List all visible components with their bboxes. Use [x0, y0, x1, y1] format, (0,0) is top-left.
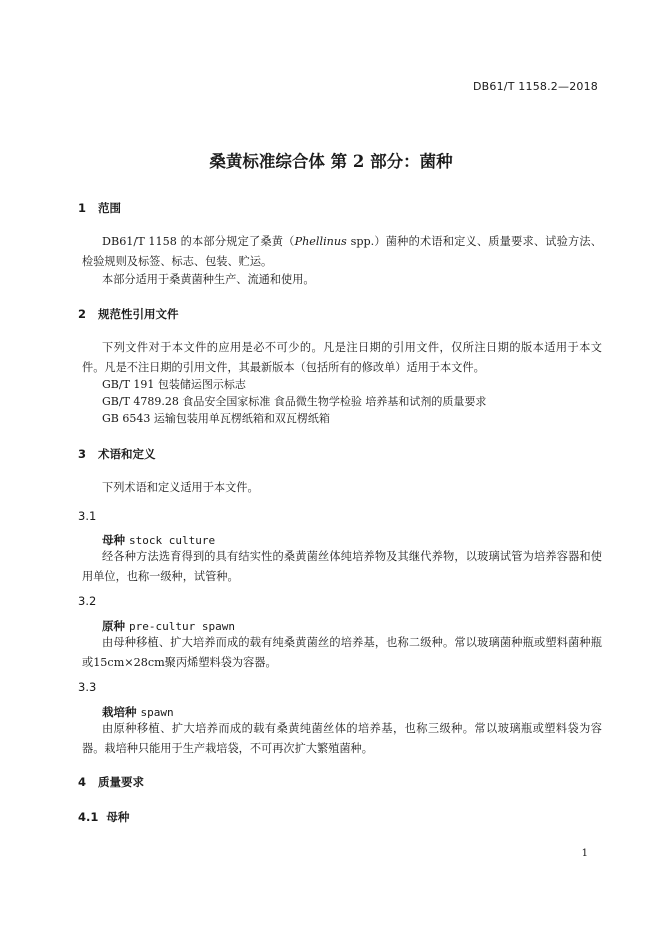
species-name: Phellinus [294, 235, 347, 248]
subsection-4-1-heading [78, 809, 129, 825]
page-number: 1 [581, 848, 588, 859]
section-number: 3 [78, 447, 87, 461]
section-1-heading [78, 200, 121, 216]
section-title: 术语和定义 [98, 447, 156, 461]
term-zh: 原种 [102, 619, 125, 633]
term-en: spawn [140, 706, 174, 719]
section-2-paragraph-1: 下列文件对于本文件的应用是必不可少的。凡是注日期的引用文件，仅所注日期的版本适用于本文件。凡是不注日期的引用文件，其最新版本（包括所有的修改单）适用于本文件。 [82, 341, 602, 374]
standard-number: DB61/T 1158.2—2018 [472, 80, 598, 93]
subsection-title: 母种 [106, 810, 130, 824]
term-number: 3.2 [78, 594, 97, 608]
term-zh: 母种 [102, 533, 125, 547]
term-number: 3.1 [78, 509, 97, 523]
term-en: pre-cultur spawn [129, 620, 235, 633]
section-3-paragraph-1: 下列术语和定义适用于本文件。 [102, 481, 259, 494]
section-1-paragraph-1: DB61/T 1158 的本部分规定了桑黄（Phellinus spp.）菌种的术语和定义、质量要求、试验方法、检验规则及标签、标志、包装、贮运。 [82, 235, 602, 268]
section-number: 1 [78, 201, 87, 215]
term-heading [102, 704, 174, 720]
section-number: 4 [78, 775, 87, 789]
section-number: 2 [78, 307, 87, 321]
term-en: stock culture [129, 534, 216, 547]
term-zh: 栽培种 [102, 705, 137, 719]
section-title: 范围 [98, 201, 121, 215]
section-4-heading [78, 774, 144, 790]
term-heading [102, 618, 235, 634]
section-3-heading [78, 446, 156, 462]
reference-item: GB/T 4789.28 食品安全国家标准 食品微生物学检验 培养基和试剂的质量要求 [102, 395, 487, 408]
term-definition: 经各种方法选育得到的具有结实性的桑黄菌丝体纯培养物及其继代养物，以玻璃试管为培养容器和使用单位，也称一级种，试管种。 [82, 550, 602, 583]
section-1-paragraph-2: 本部分适用于桑黄菌种生产、流通和使用。 [102, 273, 315, 286]
reference-item: GB 6543 运输包装用单瓦楞纸箱和双瓦楞纸箱 [102, 412, 330, 425]
term-heading [102, 532, 215, 548]
document-title: 桑黄标准综合体 第 2 部分：菌种 [209, 152, 453, 171]
section-2-heading [78, 306, 179, 322]
subsection-number: 4.1 [78, 810, 99, 824]
term-definition: 由母种移植、扩大培养而成的载有纯桑黄菌丝的培养基，也称二级种。常以玻璃菌种瓶或塑料菌种瓶或15cm×28cm聚丙烯塑料袋为容器。 [82, 636, 602, 669]
term-definition: 由原种移植、扩大培养而成的载有桑黄纯菌丝体的培养基，也称三级种。常以玻璃瓶或塑料袋为容器。栽培种只能用于生产栽培袋，不可再次扩大繁殖菌种。 [82, 722, 602, 755]
section-title: 规范性引用文件 [98, 307, 179, 321]
term-number: 3.3 [78, 680, 97, 694]
section-title: 质量要求 [98, 775, 144, 789]
reference-item: GB/T 191 包装储运图示标志 [102, 378, 246, 391]
